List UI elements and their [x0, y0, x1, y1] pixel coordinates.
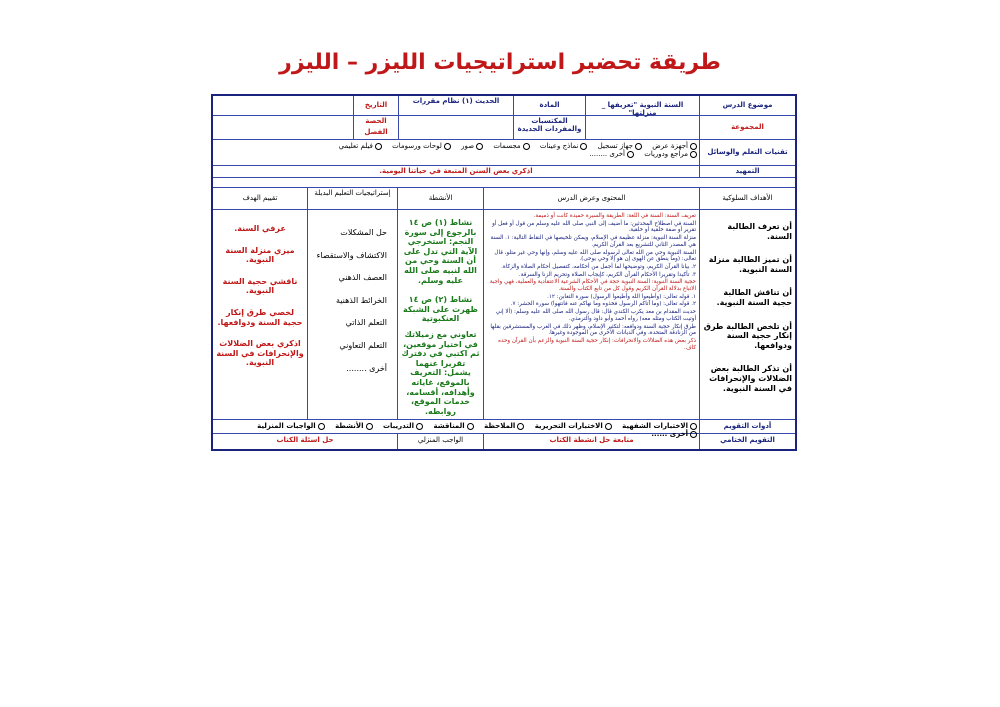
content-paragraph: السنة النبوية وحي من الله تعالى لرسوله صلى الله عليه وسلم، وإنها وحي غير متلو، قال تعالى: (وما ينطق عن الهوى إن هو إلا وحي يوحى).	[494, 249, 696, 263]
activities-header: الأنشطة	[397, 188, 483, 209]
page-title: طريقة تحضير استراتيجيات الليزر – الليزر	[279, 50, 721, 75]
vocab-label: المكتسبات والمفردات الجديدة	[513, 116, 585, 139]
checkbox-icon[interactable]	[580, 143, 587, 150]
content-header: المحتوى وعرض الدرس	[483, 188, 699, 209]
columns-header-row	[213, 188, 795, 210]
content-paragraph: حديث المقدام بن معد يكرب الكندي قال: قال رسول الله صلى الله عليه وسلم: (ألا إني أوتيت الكتاب ومثله معه) رواه أحمد وأبو داود والترمذي.	[495, 309, 696, 322]
tool-option: نماذج وعينات	[539, 142, 579, 150]
checkbox-icon[interactable]	[635, 143, 642, 150]
assessment-tools-label: أدوات التقويم	[699, 420, 795, 433]
spacer-row	[213, 178, 795, 188]
content-paragraph: منزلة السنة النبوية: منزلة عظيمة في الإسلام، ويمكن تلخيصها في النقاط التالية: ١. السنة هي المصدر الثاني للتشريع بعد القرآن الكريم.	[490, 235, 696, 248]
activity-item: نشاط (١) ص ١٤ بالرجوع إلى سورة النجم: استخرجي الآية التي تدل على أن السنة وحي من الله لنبيه صلى الله عليه وسلم.	[403, 218, 478, 285]
checkbox-icon[interactable]	[605, 423, 612, 430]
final-label: التقويم الختامي	[699, 434, 795, 449]
header-row-2	[213, 116, 795, 140]
group-label: المجموعة	[699, 116, 795, 139]
book-activities: متابعة حل انشطة الكتاب	[483, 434, 699, 449]
goal-item: أن تناقش الطالبة حجية السنة النبوية.	[716, 288, 792, 307]
goal-item: أن تلخص الطالبة طرق إنكار حجية السنة ودوافعها.	[703, 321, 792, 350]
period-value	[213, 116, 353, 139]
period-label: الحصة	[365, 117, 387, 125]
content-paragraph: ذكر بعض هذه الضلالات والانحرافات: إنكار حجية السنة النبوية والزعم بأن القرآن وحده كاف.	[498, 337, 696, 351]
assessment-option: التدريبات	[382, 422, 415, 430]
content-paragraph: ٣. تأكيدا وتقريرا الأحكام القرآن الكريم، كإيجاب الصلاة وتحريم الزنا والسرقة.	[518, 271, 696, 278]
main-body-row	[213, 210, 795, 420]
tool-option: صور	[461, 142, 475, 150]
strategy-item: الخرائط الذهنية	[335, 295, 387, 305]
strategy-item: أخرى ........	[346, 363, 387, 373]
goal-item: أن تعرف الطالبة السنة.	[727, 222, 792, 241]
evaluation-header: تقييم الهدف	[242, 194, 278, 202]
checkbox-icon[interactable]	[690, 143, 697, 150]
checkbox-icon[interactable]	[690, 151, 697, 158]
final-row	[213, 434, 795, 449]
topic-value: السنة النبوية "تعريفها _ منزلتها"	[585, 96, 699, 115]
intro-label: التمهيد	[699, 166, 795, 177]
checkbox-icon[interactable]	[416, 423, 423, 430]
content-column	[483, 210, 699, 419]
tool-option: جهاز تسجيل	[597, 142, 633, 150]
content-paragraph: طرق إنكار حجية السنة ودوافعه: لتكثير الإسلام، وظهر ذلك في الغرب والمستشرقين بقلها من الزنادقة المتحدة، وفي الديانات الأخرى من الموجودة وغيرها.	[490, 323, 696, 337]
assessment-option: الاختبارات التحريرية	[534, 422, 603, 430]
evaluation-item: اذكري بعض الضلالات والإنحرافات في السنة النبوية.	[216, 339, 304, 368]
strategies-header: إستراتيجيات التعليم البديلة	[307, 188, 397, 209]
evaluation-item: ناقشي حجية السنة النبوية.	[222, 276, 298, 296]
assessment-option: أخرى ......	[651, 430, 688, 439]
content-paragraph: حجية السنة النبوية: السنة النبوية حجة في الأحكام الشرعية الاعتقادية والعملية، فهي واجبة الاتباع بدلالة القرآن الكريم وقول كل من تابع الكتاب والسنة.	[489, 279, 696, 293]
date-label: التاريخ	[353, 96, 398, 115]
class-label: الفصل	[364, 128, 388, 137]
checkbox-icon[interactable]	[467, 423, 474, 430]
strategy-item: التعلم الذاتي	[345, 318, 387, 328]
period-class-labels	[353, 116, 398, 139]
activities-column	[397, 210, 483, 419]
intro-text: اذكري بعض السنن المتبعة في حياتنا اليومية.	[379, 167, 533, 175]
content-paragraph: تعريف السنة: السنة في اللغة: الطريقة والسيرة حميدة كانت أو ذميمة.	[533, 213, 696, 219]
evaluation-column	[213, 210, 307, 419]
topic-label: موضوع الدرس	[699, 96, 795, 115]
activity-item: تعاوني مع زميلاتك في اختيار موقعين، ثم اكتبي في دفترك تقريرا عنهما يشمل: التعريف بالموقع، غاياته وأهدافه، أقسامه، خدمات الموقع، روابطه.	[401, 329, 480, 416]
intro-row	[213, 166, 795, 178]
checkbox-icon[interactable]	[318, 423, 325, 430]
tool-option: فيلم تعليمي	[338, 142, 373, 150]
strategy-item: التعلم التعاوني	[339, 340, 387, 350]
tools-row	[213, 140, 795, 166]
evaluation-item: عرفي السنة.	[234, 224, 286, 233]
subject-value: الحديث (١) نظام مقررات	[398, 96, 513, 115]
homework-label: الواجب المنزلي	[397, 434, 483, 449]
goal-item: أن تميز الطالبة منزلة السنة النبوية.	[708, 255, 792, 274]
tool-option: مجسمات	[493, 142, 521, 150]
checkbox-icon[interactable]	[523, 143, 530, 150]
activity-item: نشاط (٢) ص ١٤ ظهرت على الشبكة العنكبوتية	[403, 295, 478, 324]
checkbox-icon[interactable]	[690, 423, 697, 430]
assessment-tools-row	[213, 420, 795, 439]
checkbox-icon[interactable]	[366, 423, 373, 430]
group-value	[585, 116, 699, 139]
goals-column	[699, 210, 795, 419]
subject-label: المادة	[513, 96, 585, 115]
strategy-item: الاكتشاف والاستقصاء	[316, 250, 387, 260]
strategy-item: العصف الذهني	[338, 273, 387, 283]
checkbox-icon[interactable]	[375, 143, 382, 150]
assessment-option: الاختبارات الشفهية	[622, 422, 688, 430]
tool-option: لوحات ورسومات	[392, 142, 442, 150]
assessment-option: الأنشطة	[335, 422, 364, 430]
strategies-column	[307, 210, 397, 419]
content-paragraph: السنة في اصطلاح المحدثين: ما أضيف إلى النبي صلى الله عليه وسلم من قول أو فعل أو تقرير أو صفة خلقية أو خلقية.	[492, 220, 696, 234]
vocab-value	[398, 116, 513, 139]
goals-header: الأهداف السلوكية	[699, 188, 795, 209]
tool-option: أخرى ........	[589, 150, 625, 159]
tools-label: تقنيات التعلم والوسائل	[699, 140, 795, 165]
evaluation-item: ميزي منزلة السنة النبوية.	[225, 245, 295, 265]
content-paragraph: ٢. قوله تعالى: (وما آتاكم الرسول فخذوه وما نهاكم عنه فانتهوا) سورة الحشر: ٧.	[510, 301, 696, 308]
strategy-item: حل المشكلات	[340, 228, 387, 237]
assessment-option: المناقشة	[433, 422, 465, 430]
lesson-plan-table	[211, 94, 797, 451]
homework-value: حل اسئلة الكتاب	[276, 436, 334, 444]
tool-option: مراجع ودوريات	[644, 150, 688, 159]
content-paragraph: ٢. بيانا القرآن الكريم، وتوضيحها لما أجمل من أحكامه، كتفصيل أحكام الصلاة والزكاة.	[501, 263, 696, 270]
evaluation-item: لخصي طرق إنكار حجية السنة ودوافعها.	[217, 307, 303, 327]
date-value	[213, 96, 353, 115]
checkbox-icon[interactable]	[444, 143, 451, 150]
tools-options	[213, 140, 699, 165]
assessment-tools-options	[213, 420, 699, 439]
checkbox-icon[interactable]	[476, 143, 483, 150]
content-paragraph: ١. قوله تعالى: (وأطيعوا الله وأطيعوا الرسول) سورة التغابن: ١٢.	[547, 293, 696, 300]
header-row-1	[213, 96, 795, 116]
goal-item: أن تذكر الطالبة بعض الضلالات والإنحرافات في السنة النبوية.	[709, 364, 792, 393]
checkbox-icon[interactable]	[517, 423, 524, 430]
assessment-option: الملاحظة	[484, 422, 516, 430]
assessment-option: الواجبات المنزلية	[257, 422, 316, 430]
checkbox-icon[interactable]	[627, 151, 634, 158]
tool-option: أجهزة عرض	[652, 142, 688, 150]
